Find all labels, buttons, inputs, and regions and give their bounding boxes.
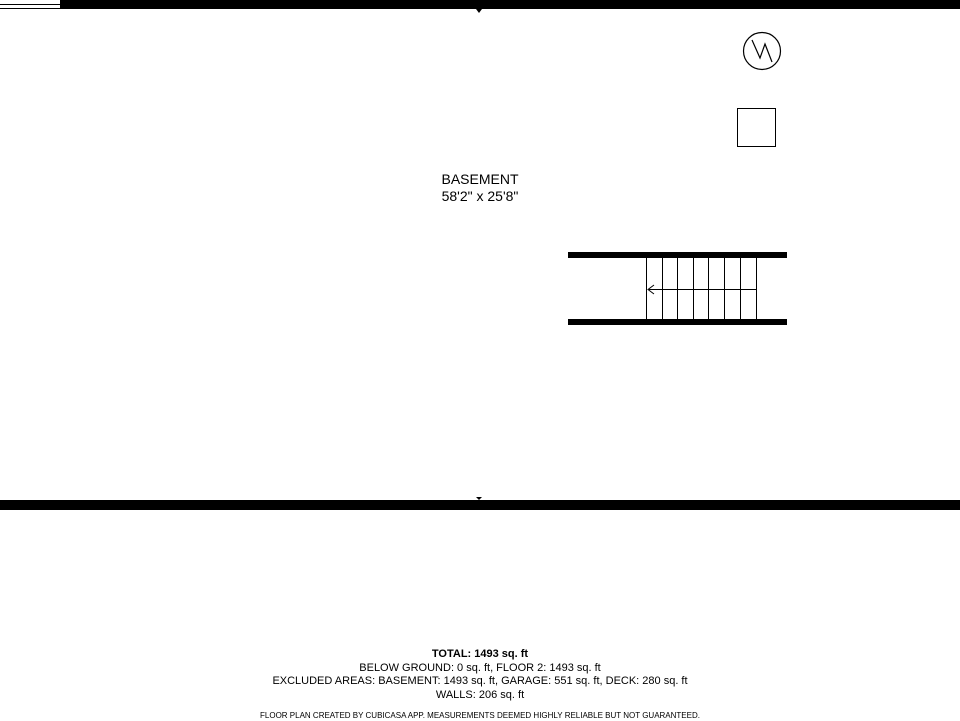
room-name: BASEMENT	[441, 171, 519, 187]
excluded-areas: EXCLUDED AREAS: BASEMENT: 1493 sq. ft, GARAGE: 551 sq. ft, DECK: 280 sq. ft	[272, 675, 688, 687]
area-summary	[0, 648, 960, 702]
water-heater-icon	[744, 33, 781, 70]
bottom-door-marker	[476, 497, 482, 500]
room-label	[380, 171, 580, 205]
below-ground-area: BELOW GROUND: 0 sq. ft, FLOOR 2: 1493 sq. ft	[359, 661, 601, 674]
room-dimensions: 58'2" x 25'8"	[441, 188, 519, 204]
top-door-marker	[476, 9, 482, 13]
stairs-icon	[568, 252, 787, 325]
utility-box-icon	[737, 108, 776, 147]
total-area: TOTAL: 1493 sq. ft	[431, 648, 529, 660]
walls-area: WALLS: 206 sq. ft	[435, 688, 525, 701]
disclaimer: FLOOR PLAN CREATED BY CUBICASA APP. MEASUREMENTS DEEMED HIGHLY RELIABLE BUT NOT GUARANTEED.	[260, 711, 700, 720]
